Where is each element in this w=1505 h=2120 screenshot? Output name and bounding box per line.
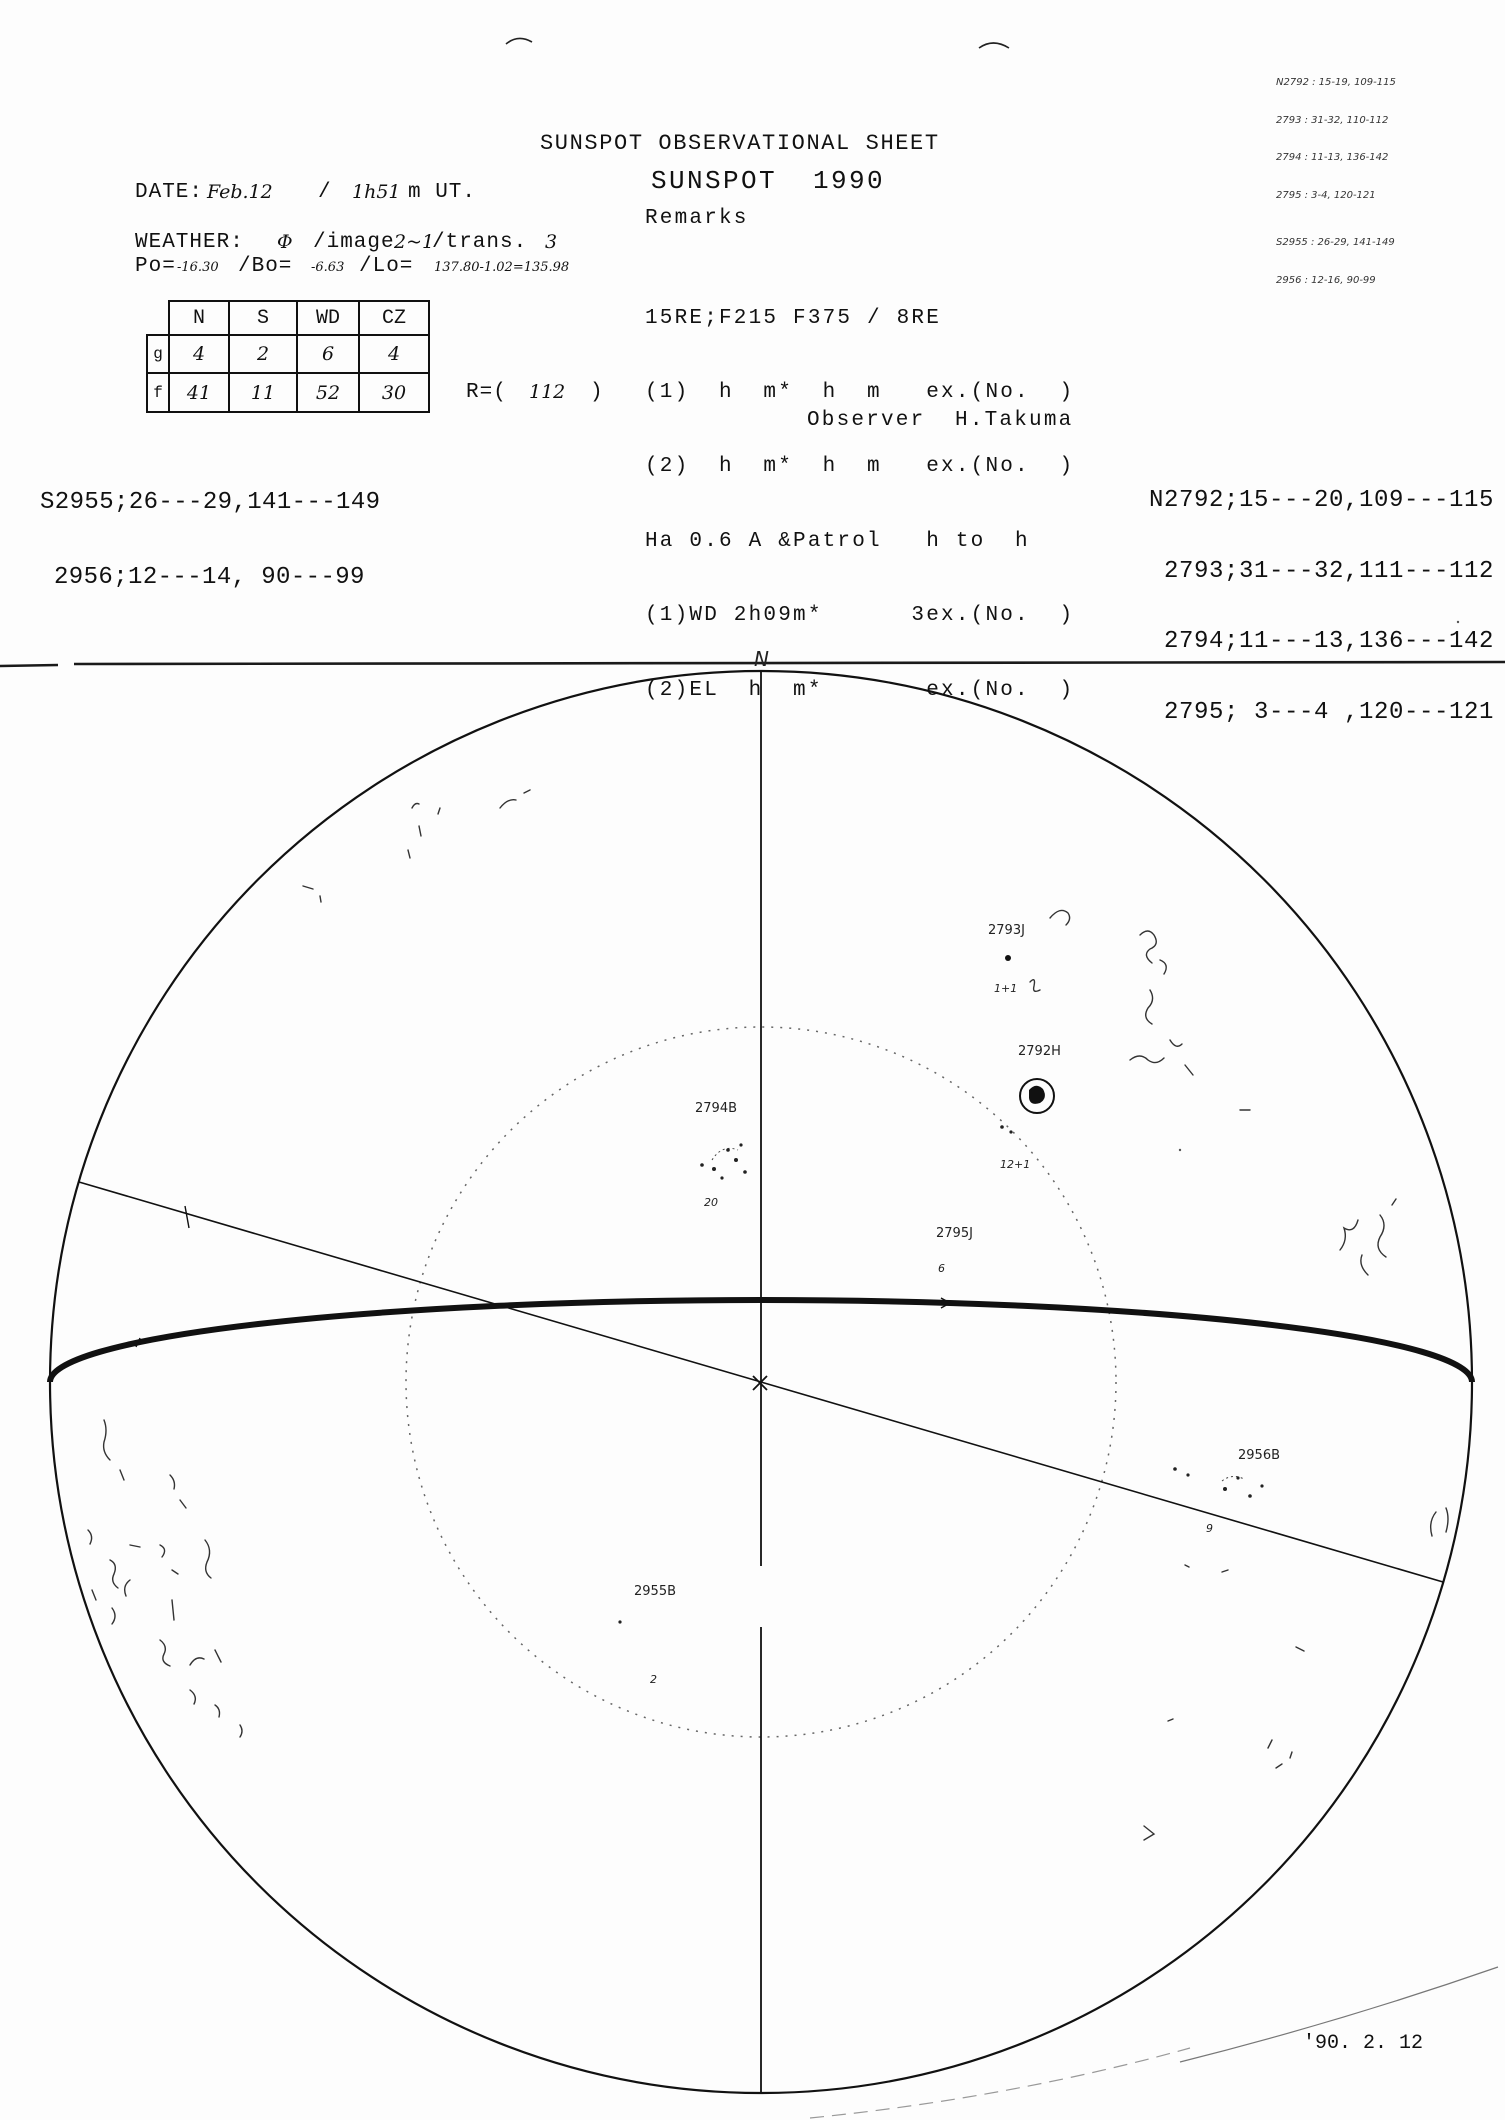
image-value: 2~1	[394, 231, 435, 253]
time-value: 1h51	[352, 181, 401, 203]
facula-mark	[112, 1608, 115, 1624]
facula-mark	[1361, 1255, 1368, 1275]
facula-mark	[110, 1560, 118, 1588]
b-angle-value: -6.63	[311, 260, 345, 275]
column-header-south: S	[229, 301, 297, 335]
axis-tick-mark	[185, 1206, 189, 1228]
facula-mark	[419, 826, 421, 836]
facula-marks	[88, 790, 1448, 1840]
page-edge-line	[810, 2048, 1190, 2118]
weather-sky-symbol: Φ	[277, 231, 293, 253]
group-label-2793: 2793J	[988, 923, 1025, 938]
group-label-2794: 2794B	[695, 1101, 738, 1116]
sunspot-2792-umbra	[1029, 1086, 1045, 1104]
facula-mark	[1170, 1040, 1182, 1046]
facula-mark	[1296, 1647, 1304, 1651]
facula-mark	[1268, 1740, 1272, 1748]
weather-label: WEATHER:	[135, 231, 244, 254]
facula-mark	[1050, 910, 1070, 925]
facula-mark	[1030, 980, 1040, 992]
group-label-2955: 2955B	[634, 1584, 677, 1599]
north-group-list	[1149, 442, 1494, 771]
facula-mark	[1168, 1719, 1173, 1721]
table-cell: 6	[297, 335, 359, 373]
remark-line: (1)WD 2h09m* 3ex.(No. )	[645, 604, 1075, 628]
group-count-2792: 12+1	[1000, 1158, 1031, 1171]
sunspot-2956	[1173, 1467, 1177, 1471]
facula-mark	[120, 1470, 124, 1480]
facula-mark	[240, 1725, 242, 1737]
table-cell: 52	[297, 373, 359, 412]
facula-mark	[215, 1705, 220, 1717]
relative-number-prefix: R=(	[466, 381, 507, 404]
transparency-value: 3	[545, 231, 558, 253]
facula-mark	[130, 1545, 140, 1547]
remark-line: 15RE;F215 F375 / 8RE	[645, 306, 942, 330]
table-corner-cell	[147, 301, 169, 335]
facula-mark	[1378, 1215, 1386, 1257]
facula-mark	[160, 1545, 165, 1557]
scan-dust	[1179, 1149, 1181, 1151]
l-angle-value: 137.80-1.02=135.98	[434, 260, 570, 275]
group-label-2792: 2792H	[1018, 1044, 1061, 1059]
sunspot-2956	[1223, 1487, 1227, 1491]
sunspot-2794	[720, 1176, 723, 1179]
sunspot-2794	[734, 1158, 738, 1162]
facula-mark	[92, 1590, 96, 1600]
facula-mark	[1431, 1512, 1436, 1536]
remark-line: (2) h m* h m ex.(No. )	[645, 455, 1075, 479]
remarks-block	[645, 257, 1074, 753]
column-header-whole-disc: WD	[297, 301, 359, 335]
facula-mark	[125, 1580, 130, 1596]
p-angle-label: Po=	[135, 255, 176, 278]
sunspot-2956	[1236, 1476, 1239, 1479]
corner-note: N2792 : 15-19, 109-115	[1276, 77, 1396, 88]
table-cell: 30	[359, 373, 429, 412]
corner-note: 2794 : 11-13, 136-142	[1276, 152, 1389, 163]
image-label: /image	[313, 231, 395, 254]
table-cell: 41	[169, 373, 229, 412]
sunspot-2956	[1248, 1494, 1252, 1498]
sunspot-2792-follower	[1009, 1130, 1012, 1133]
facula-mark	[1160, 960, 1166, 974]
row-label: g	[147, 335, 169, 373]
list-item: 2794;11---13,136---142	[1163, 628, 1494, 655]
facula-mark	[1185, 1565, 1189, 1567]
facula-mark	[170, 1475, 175, 1489]
punch-mark-right	[979, 43, 1009, 48]
facula-mark	[1290, 1752, 1292, 1758]
facula-mark	[1185, 1065, 1193, 1075]
corner-note: S2955 : 26-29, 141-149	[1276, 237, 1395, 248]
group-label-2795: 2795J	[936, 1226, 973, 1241]
l-angle-label: /Lo=	[359, 255, 414, 278]
group-count-2795: 6	[938, 1262, 945, 1275]
facula-mark	[1144, 1826, 1154, 1840]
facula-mark	[215, 1650, 221, 1662]
footer-date: '90. 2. 12	[1303, 2032, 1424, 2055]
sunspot-2955	[618, 1620, 621, 1623]
table-cell: 11	[229, 373, 297, 412]
sunspot-2794	[739, 1143, 742, 1146]
sunspot-2793	[1005, 955, 1011, 961]
facula-mark	[180, 1500, 186, 1508]
facula-mark	[1146, 990, 1153, 1024]
facula-mark	[524, 790, 530, 793]
facula-mark	[190, 1690, 195, 1704]
column-header-central-zone: CZ	[359, 301, 429, 335]
table-cell: 4	[169, 335, 229, 373]
facula-mark	[1222, 1570, 1228, 1572]
facula-mark	[408, 850, 410, 858]
column-header-north: N	[169, 301, 229, 335]
table-row-groups	[147, 335, 429, 373]
list-item: N2792;15---20,109---115	[1148, 487, 1494, 514]
date-separator: /	[318, 181, 332, 204]
facula-mark	[303, 886, 313, 889]
sunspot-2794-outline	[712, 1148, 738, 1160]
list-item: S2955;26---29,141---149	[40, 489, 381, 516]
group-count-2956: 9	[1206, 1522, 1213, 1535]
remark-line: (1) h m* h m ex.(No. )	[645, 380, 1075, 404]
facula-mark	[412, 804, 419, 809]
remarks-label: Remarks	[645, 207, 749, 230]
north-label: N	[754, 647, 769, 671]
corner-note: 2795 : 3-4, 120-121	[1276, 189, 1376, 201]
facula-mark	[1140, 931, 1156, 963]
list-item: 2795; 3---4 ,120---121	[1163, 698, 1494, 726]
facula-mark	[1130, 1056, 1164, 1063]
facula-mark	[160, 1640, 170, 1666]
group-count-table	[146, 300, 430, 413]
sheet-heading: SUNSPOT 1990	[651, 166, 886, 196]
facula-mark	[1340, 1220, 1358, 1250]
remark-line: Ha 0.6 A &Patrol h to h	[645, 529, 1030, 553]
facula-mark	[172, 1600, 174, 1620]
relative-number-value: 112	[529, 381, 566, 403]
relative-number-suffix: )	[590, 381, 604, 404]
transparency-label: /trans.	[432, 231, 528, 254]
p-angle-value: -16.30	[177, 260, 219, 275]
sunspot-2956	[1260, 1484, 1263, 1487]
corner-handwritten-notes	[1276, 52, 1396, 312]
list-item: 2793;31---32,111---112	[1163, 557, 1494, 585]
table-row-spots	[147, 373, 429, 412]
group-label-2956: 2956B	[1238, 1448, 1281, 1463]
group-count-2793: 1+1	[994, 982, 1018, 995]
facula-mark	[1446, 1508, 1448, 1532]
sunspot-2956	[1186, 1473, 1189, 1476]
facula-mark	[190, 1658, 204, 1665]
facula-mark	[104, 1420, 110, 1460]
sunspot-2794	[726, 1148, 730, 1152]
remark-line: (2)EL h m* ex.(No. )	[645, 678, 1075, 702]
facula-mark	[172, 1570, 178, 1574]
list-item: 2956;12---14, 90---99	[54, 564, 365, 591]
observer-name: Observer H.Takuma	[807, 409, 1074, 432]
punch-mark-left	[506, 38, 532, 44]
corner-note: 2793 : 31-32, 110-112	[1276, 114, 1389, 126]
corner-note: 2956 : 12-16, 90-99	[1276, 274, 1376, 286]
facula-mark	[88, 1530, 92, 1544]
south-group-list	[40, 440, 380, 640]
date-label: DATE:	[135, 181, 204, 204]
sheet-title: SUNSPOT OBSERVATIONAL SHEET	[540, 131, 940, 156]
sunspot-2956-outline	[1222, 1476, 1244, 1481]
sunspot-2792-follower	[1000, 1125, 1004, 1129]
group-count-2794: 20	[704, 1196, 718, 1209]
time-unit: m UT.	[408, 181, 477, 204]
date-value: Feb.12	[207, 181, 273, 203]
facula-mark	[1392, 1199, 1396, 1205]
facula-mark	[1276, 1764, 1282, 1768]
table-cell: 2	[229, 335, 297, 373]
facula-mark	[320, 896, 321, 902]
facula-mark	[205, 1540, 211, 1578]
facula-mark	[438, 808, 440, 814]
facula-mark	[500, 800, 516, 808]
b-angle-label: /Bo=	[238, 255, 293, 278]
sunspot-2794	[743, 1170, 747, 1174]
group-count-2955: 2	[650, 1673, 657, 1686]
row-label: f	[147, 373, 169, 412]
sunspot-2794	[712, 1167, 716, 1171]
sunspot-2794	[700, 1163, 704, 1167]
table-cell: 4	[359, 335, 429, 373]
